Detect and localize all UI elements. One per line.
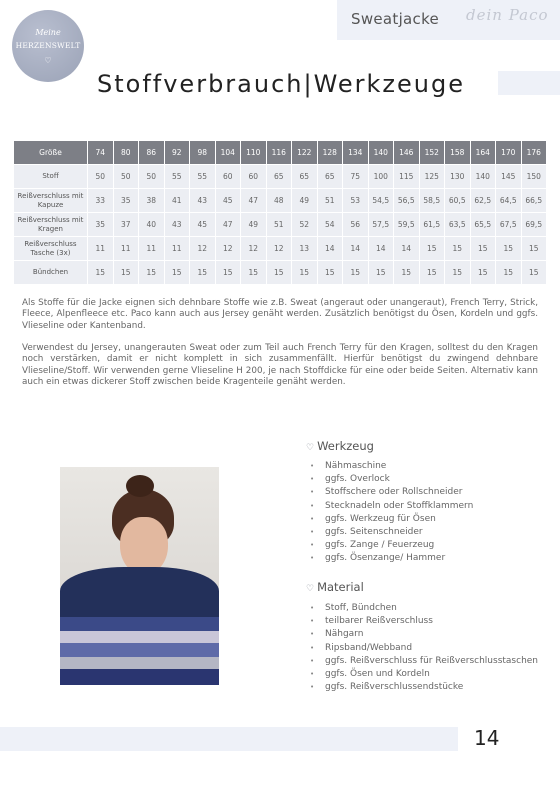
- table-cell: 62,5: [470, 189, 496, 213]
- table-cell: 15: [139, 261, 165, 285]
- table-cell: 45: [190, 213, 216, 237]
- list-item: • Ripsband/Webband: [310, 642, 538, 655]
- table-cell: 15: [470, 237, 496, 261]
- table-cell: 15: [394, 261, 420, 285]
- table-cell: 15: [445, 237, 471, 261]
- table-cell: 15: [419, 261, 445, 285]
- table-cell: 13: [292, 237, 318, 261]
- table-cell: 15: [368, 261, 394, 285]
- table-cell: 49: [292, 189, 318, 213]
- table-cell: 66,5: [521, 189, 547, 213]
- size-header-cell: 134: [343, 141, 369, 165]
- table-cell: 115: [394, 165, 420, 189]
- photo-fabric-stack: [60, 617, 219, 631]
- table-cell: 15: [419, 237, 445, 261]
- table-cell: 55: [190, 165, 216, 189]
- size-header-label: Größe: [14, 141, 88, 165]
- page-number: 14: [474, 726, 500, 750]
- table-row: [14, 237, 547, 261]
- list-item: • ggfs. Seitenschneider: [310, 526, 473, 539]
- table-cell: 15: [496, 261, 522, 285]
- logo-text-main: HERZENSWELT: [15, 41, 81, 50]
- werkzeug-list: [310, 460, 473, 566]
- table-cell: 15: [445, 261, 471, 285]
- table-cell: 41: [164, 189, 190, 213]
- list-item: • Stecknadeln oder Stoffklammern: [310, 500, 473, 513]
- table-cell: 140: [470, 165, 496, 189]
- size-header-cell: 170: [496, 141, 522, 165]
- table-cell: 53: [343, 189, 369, 213]
- brand-script-text: dein Paco: [466, 6, 549, 24]
- row-label: Reißverschluss mit Kapuze: [14, 189, 88, 213]
- table-cell: 49: [241, 213, 267, 237]
- row-label: Reißverschluss mit Kragen: [14, 213, 88, 237]
- table-cell: 63,5: [445, 213, 471, 237]
- size-header-cell: 80: [113, 141, 139, 165]
- logo-text-top: Meine: [35, 28, 61, 37]
- size-header-cell: 128: [317, 141, 343, 165]
- table-cell: 51: [317, 189, 343, 213]
- table-cell: 59,5: [394, 213, 420, 237]
- table-cell: 55: [164, 165, 190, 189]
- table-cell: 15: [521, 237, 547, 261]
- list-item: • Stoffschere oder Rollschneider: [310, 486, 473, 499]
- table-cell: 35: [113, 189, 139, 213]
- size-header-cell: 140: [368, 141, 394, 165]
- table-cell: 12: [266, 237, 292, 261]
- table-cell: 50: [113, 165, 139, 189]
- table-cell: 65: [266, 165, 292, 189]
- table-cell: 69,5: [521, 213, 547, 237]
- table-cell: 35: [88, 213, 114, 237]
- material-list: [310, 602, 538, 694]
- table-cell: 14: [343, 237, 369, 261]
- brand-logo: [12, 10, 84, 82]
- size-header-cell: 122: [292, 141, 318, 165]
- row-label: Bündchen: [14, 261, 88, 285]
- table-cell: 14: [317, 237, 343, 261]
- table-cell: 54,5: [368, 189, 394, 213]
- table-cell: 45: [215, 189, 241, 213]
- table-cell: 15: [521, 261, 547, 285]
- list-item: • ggfs. Zange / Feuerzeug: [310, 539, 473, 552]
- table-cell: 37: [113, 213, 139, 237]
- table-cell: 60,5: [445, 189, 471, 213]
- page-title: Stoffverbrauch|Werkzeuge: [97, 70, 466, 98]
- portrait-photo: [60, 467, 219, 685]
- table-cell: 56,5: [394, 189, 420, 213]
- table-cell: 12: [215, 237, 241, 261]
- table-cell: 65: [317, 165, 343, 189]
- table-cell: 57,5: [368, 213, 394, 237]
- werkzeug-heading-text: Werkzeug: [317, 439, 374, 453]
- table-cell: 64,5: [496, 189, 522, 213]
- table-cell: 15: [266, 261, 292, 285]
- table-cell: 11: [164, 237, 190, 261]
- document-label: Sweatjacke: [351, 10, 440, 28]
- photo-fabric-stack: [60, 669, 219, 685]
- list-item: • ggfs. Ösen und Kordeln: [310, 668, 538, 681]
- table-cell: 65,5: [470, 213, 496, 237]
- heart-icon: ♡: [306, 584, 315, 594]
- size-header-cell: 158: [445, 141, 471, 165]
- size-header-row: [14, 141, 547, 165]
- photo-fabric-stack: [60, 657, 219, 669]
- table-cell: 75: [343, 165, 369, 189]
- table-cell: 15: [317, 261, 343, 285]
- size-header-cell: 74: [88, 141, 114, 165]
- table-cell: 50: [88, 165, 114, 189]
- table-cell: 54: [317, 213, 343, 237]
- heart-icon: ♡: [306, 443, 315, 453]
- size-header-cell: 116: [266, 141, 292, 165]
- fabric-paragraph: Als Stoffe für die Jacke eignen sich dehnbare Stoffe wie z.B. Sweat (angeraut oder unangeraut), French Terry, Strick, Fleece, Alpenfleece etc. Paco kann auch aus Jersey genäht werden. Zusätzlich benötigst du Ösen, Kordeln und ggfs. Vlieseline oder Kantenband.: [22, 298, 538, 331]
- table-cell: 47: [241, 189, 267, 213]
- table-cell: 15: [88, 261, 114, 285]
- table-cell: 38: [139, 189, 165, 213]
- table-cell: 12: [241, 237, 267, 261]
- table-row: [14, 261, 547, 285]
- table-cell: 12: [190, 237, 216, 261]
- list-item: • Nähgarn: [310, 628, 538, 641]
- photo-fabric-stack: [60, 631, 219, 643]
- table-cell: 15: [343, 261, 369, 285]
- table-row: [14, 213, 547, 237]
- size-header-cell: 146: [394, 141, 420, 165]
- table-cell: 15: [241, 261, 267, 285]
- table-cell: 43: [164, 213, 190, 237]
- table-cell: 43: [190, 189, 216, 213]
- footer-band: [0, 727, 458, 751]
- list-item: • teilbarer Reißverschluss: [310, 615, 538, 628]
- material-heading-text: Material: [317, 580, 364, 594]
- table-cell: 60: [241, 165, 267, 189]
- size-table: [13, 140, 547, 285]
- list-item: • ggfs. Reißverschluss für Reißverschlusstaschen: [310, 655, 538, 668]
- table-cell: 15: [164, 261, 190, 285]
- photo-fabric-stack: [60, 643, 219, 657]
- table-cell: 67,5: [496, 213, 522, 237]
- size-header-cell: 98: [190, 141, 216, 165]
- table-cell: 15: [190, 261, 216, 285]
- table-cell: 60: [215, 165, 241, 189]
- material-heading: [306, 580, 364, 594]
- table-cell: 145: [496, 165, 522, 189]
- table-cell: 61,5: [419, 213, 445, 237]
- table-cell: 15: [215, 261, 241, 285]
- table-cell: 48: [266, 189, 292, 213]
- table-cell: 65: [292, 165, 318, 189]
- table-cell: 14: [368, 237, 394, 261]
- table-cell: 50: [139, 165, 165, 189]
- title-band: [498, 71, 560, 95]
- table-cell: 33: [88, 189, 114, 213]
- table-cell: 52: [292, 213, 318, 237]
- list-item: • ggfs. Reißverschlussendstücke: [310, 681, 538, 694]
- table-cell: 56: [343, 213, 369, 237]
- table-cell: 51: [266, 213, 292, 237]
- list-item: • ggfs. Werkzeug für Ösen: [310, 513, 473, 526]
- werkzeug-heading: [306, 439, 374, 453]
- table-cell: 40: [139, 213, 165, 237]
- table-row: [14, 189, 547, 213]
- list-item: • ggfs. Overlock: [310, 473, 473, 486]
- size-header-cell: 104: [215, 141, 241, 165]
- row-label: Stoff: [14, 165, 88, 189]
- table-cell: 130: [445, 165, 471, 189]
- table-cell: 14: [394, 237, 420, 261]
- table-cell: 15: [292, 261, 318, 285]
- table-cell: 11: [139, 237, 165, 261]
- table-cell: 11: [88, 237, 114, 261]
- table-cell: 100: [368, 165, 394, 189]
- table-cell: 58,5: [419, 189, 445, 213]
- size-header-cell: 164: [470, 141, 496, 165]
- table-cell: 15: [113, 261, 139, 285]
- logo-heart-icon: ♡: [44, 56, 52, 65]
- table-cell: 150: [521, 165, 547, 189]
- table-cell: 47: [215, 213, 241, 237]
- row-label: Reißverschluss Tasche (3x): [14, 237, 88, 261]
- table-cell: 15: [470, 261, 496, 285]
- size-header-cell: 152: [419, 141, 445, 165]
- size-header-cell: 176: [521, 141, 547, 165]
- table-cell: 11: [113, 237, 139, 261]
- list-item: • ggfs. Ösenzange/ Hammer: [310, 552, 473, 565]
- table-cell: 15: [496, 237, 522, 261]
- list-item: • Nähmaschine: [310, 460, 473, 473]
- size-header-cell: 92: [164, 141, 190, 165]
- table-cell: 125: [419, 165, 445, 189]
- size-header-cell: 86: [139, 141, 165, 165]
- photo-hair-bun: [126, 475, 154, 497]
- table-row: [14, 165, 547, 189]
- collar-paragraph: Verwendest du Jersey, unangerauten Sweat oder zum Teil auch French Terry für den Kragen, solltest du den Kragen noch verstärken, damit er nicht komplett in sich zusammenfällt. Hierfür benötigst du zwingend dehnbare Vlieseline/Stoff. Wir verwenden gerne Vlieseline H 200, je nach Stoffdicke für eine oder beide Seiten. Alternativ kann auch ein etwas dickerer Stoff zwischen beide Kragenteile genäht werden.: [22, 343, 538, 388]
- list-item: • Stoff, Bündchen: [310, 602, 538, 615]
- size-header-cell: 110: [241, 141, 267, 165]
